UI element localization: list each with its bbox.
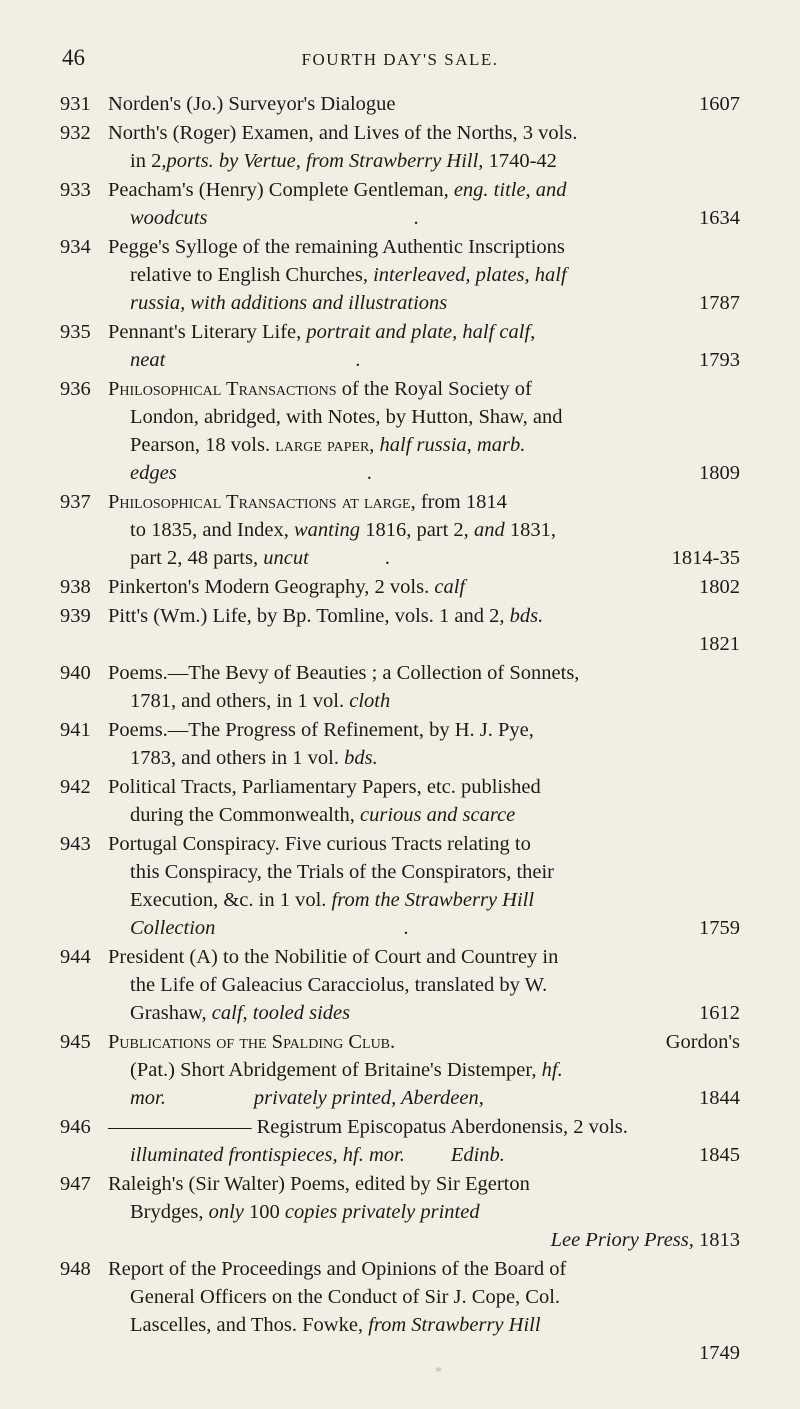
lot-number: 940 [60,662,91,684]
lot-entry [60,375,740,487]
lot-text: this Conspiracy, the Trials of the Conspirators, their [130,861,555,883]
lot-text: part 2, 48 parts, [130,547,259,569]
lot-date: 1802 [699,576,740,598]
lot-date: 1740-42 [488,150,557,172]
lot-entry [60,318,740,374]
lot-entry [60,602,740,658]
lot-entry [60,716,740,772]
lot-text: during the Commonwealth, [130,804,355,826]
lot-text: Execution, &c. in 1 vol. [130,889,327,911]
lot-text: North's (Roger) Examen, and Lives of the Norths, 3 vols. [108,122,578,144]
lot-entry [60,943,740,1027]
lot-description: woodcuts [130,207,208,229]
lot-date: 1787 [699,292,740,314]
lot-number: 947 [60,1173,91,1195]
lot-description: bds. [509,605,544,627]
lot-entry [60,488,740,572]
lot-number: 937 [60,491,91,513]
lot-number: 944 [60,946,91,968]
lot-heading: large paper, [275,434,375,456]
lot-description: from Strawberry Hill [368,1314,541,1336]
lot-description: uncut [263,547,309,569]
lot-text: Gordon's [665,1031,740,1053]
lot-date: 1749 [699,1342,740,1364]
lot-text: of the Royal Society of [341,378,532,400]
lot-number: 936 [60,378,91,400]
lot-number: 946 [60,1116,91,1138]
lot-description: copies privately printed [284,1201,480,1223]
lot-number: 935 [60,321,91,343]
lot-description: bds. [344,747,378,769]
lot-description: Collection [130,917,216,939]
lot-description: eng. title, and [453,179,567,201]
lot-number: 943 [60,833,91,855]
lot-heading: Publications of the Spalding Club. [108,1031,396,1053]
lot-heading: Philosophical Transactions [108,378,337,400]
lot-text: Poems.—The Bevy of Beauties ; a Collection of Sonnets, [108,662,580,684]
lot-text: Raleigh's (Sir Walter) Poems, edited by Sir Egerton [108,1173,530,1195]
leader-dot: . [384,547,390,569]
lot-text: (Pat.) Short Abridgement of Britaine's Distemper, [130,1059,537,1081]
lot-date: 1793 [699,349,740,371]
lot-number: 934 [60,236,91,258]
lot-text: Registrum Episcopatus Aberdonensis, 2 vols. [256,1116,628,1138]
lot-entry [60,119,740,175]
lot-entry [60,233,740,317]
lot-date: 1759 [699,917,740,939]
lot-text: 1781, and others, in 1 vol. [130,690,345,712]
lot-date: 1809 [699,462,740,484]
lot-entry [60,1255,740,1367]
lot-date: 1844 [699,1087,740,1109]
lot-number: 932 [60,122,91,144]
lot-number: 945 [60,1031,91,1053]
lot-description: portrait and plate, half calf, [306,321,536,343]
lot-text: Pearson, 18 vols. [130,434,271,456]
lot-text: Poems.—The Progress of Refinement, by H. J. Pye, [108,719,534,741]
lot-date: 1814-35 [671,547,740,569]
lot-entry [60,1113,740,1169]
lot-number: 939 [60,605,91,627]
lot-description: neat [130,349,166,371]
lot-entry [60,176,740,232]
lot-description: half russia, marb. [379,434,526,456]
lot-text: Grashaw, [130,1002,207,1024]
lot-text: Lascelles, and Thos. Fowke, [130,1314,364,1336]
lot-number: 948 [60,1258,91,1280]
lot-text: General Officers on the Conduct of Sir J. Cope, Col. [130,1286,561,1308]
lot-description: calf, tooled sides [211,1002,351,1024]
lot-text: Pennant's Literary Life, [108,321,302,343]
lot-text: Pinkerton's Modern Geography, 2 vols. [108,576,430,598]
lot-text: 1816, part 2, [365,519,469,541]
lot-entry [60,773,740,829]
leader-dot: . [355,349,361,371]
lot-entry [60,90,740,118]
lot-text: Pegge's Sylloge of the remaining Authentic Inscriptions [108,236,565,258]
lot-text: Peacham's (Henry) Complete Gentleman, [108,179,449,201]
lot-text: 1831, [509,519,556,541]
ink-mark: * [435,1365,442,1380]
lot-date: 1813 [699,1229,740,1251]
lot-description: and [473,519,505,541]
lot-entry [60,830,740,942]
lot-entry [60,1028,740,1112]
lot-date: 1612 [699,1002,740,1024]
lot-list [60,90,740,1368]
lot-text: Pitt's (Wm.) Life, by Bp. Tomline, vols. 1 and 2, [108,605,505,627]
lot-description: interleaved, plates, half [373,264,567,286]
lot-number: 931 [60,93,91,115]
lot-text: Norden's (Jo.) Surveyor's Dialogue [108,93,396,115]
lot-number: 933 [60,179,91,201]
lot-text: the Life of Galeacius Caracciolus, translated by W. [130,974,548,996]
leader-dot: . [366,462,372,484]
lot-heading: Philosophical Transactions at large, [108,491,416,513]
lot-number: 941 [60,719,91,741]
lot-date: 1634 [699,207,740,229]
lot-description: only [208,1201,244,1223]
lot-entry [60,573,740,601]
ditto-rule: ——————— [108,1116,252,1138]
lot-number: 938 [60,576,91,598]
lot-date: 1845 [699,1144,740,1166]
lot-text: Portugal Conspiracy. Five curious Tracts relating to [108,833,531,855]
running-head: FOURTH DAY'S SALE. [301,50,499,69]
lot-text: President (A) to the Nobilitie of Court and Countrey in [108,946,559,968]
lot-description: from the Strawberry Hill [331,889,535,911]
lot-description: privately printed, Aberdeen, [253,1087,484,1109]
lot-text: 1783, and others in 1 vol. [130,747,339,769]
lot-description: illuminated frontispieces, hf. mor. [130,1144,405,1166]
lot-text: relative to English Churches, [130,264,368,286]
lot-description: hf. [541,1059,563,1081]
lot-date: 1821 [699,633,740,655]
lot-description: Lee Priory Press, [550,1229,694,1251]
lot-text: Political Tracts, Parliamentary Papers, etc. published [108,776,541,798]
lot-description: ports. by Vertue, from Strawberry Hill, [166,150,484,172]
lot-text: to 1835, and Index, [130,519,289,541]
lot-entry [60,1170,740,1254]
lot-description: wanting [293,519,361,541]
lot-description: calf [434,576,466,598]
lot-description: cloth [349,690,391,712]
lot-number: 942 [60,776,91,798]
lot-description: mor. [130,1087,166,1109]
lot-text: in 2, [130,150,167,172]
lot-text: Brydges, [130,1201,204,1223]
lot-entry [60,659,740,715]
lot-text: from 1814 [420,491,507,513]
lot-text: London, abridged, with Notes, by Hutton, Shaw, and [130,406,563,428]
lot-text: 100 [249,1201,280,1223]
leader-dot: . [413,207,419,229]
lot-date: 1607 [699,93,740,115]
lot-description: curious and scarce [360,804,516,826]
lot-description: Edinb. [450,1144,505,1166]
lot-description: edges [130,462,177,484]
leader-dot: . [403,917,409,939]
lot-text: Report of the Proceedings and Opinions of the Board of [108,1258,567,1280]
lot-description: russia, with additions and illustrations [130,292,448,314]
page-number: 46 [62,45,85,70]
